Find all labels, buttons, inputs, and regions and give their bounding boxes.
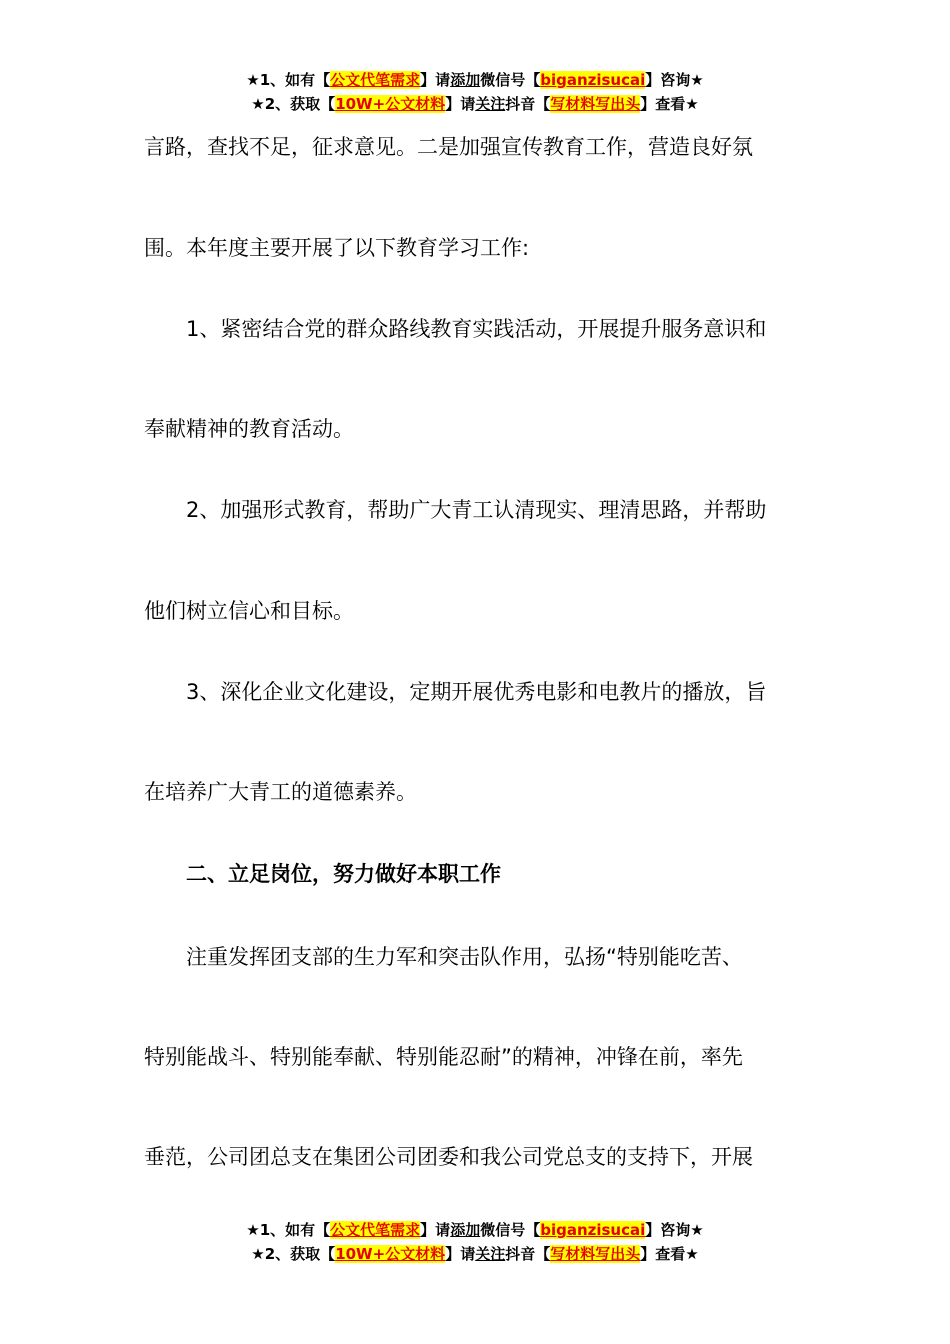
body-line: 2、加强形式教育，帮助广大青工认清现实、理清思路，并帮助: [144, 498, 767, 522]
body-line: 3、深化企业文化建设，定期开展优秀电影和电教片的播放，旨: [144, 680, 767, 704]
banner-text: 】请: [420, 1221, 451, 1239]
body-line: 在培养广大青工的道德素养。: [144, 780, 417, 804]
banner-text: 微信号【: [480, 71, 541, 89]
banner-text: 抖音【: [505, 95, 551, 113]
banner-line-1: [0, 68, 950, 92]
banner-text: 】请: [445, 95, 476, 113]
banner-text: 抖音【: [505, 1245, 551, 1263]
banner-highlight: 公文代笔需求: [330, 71, 421, 89]
banner-text: 微信号【: [480, 1221, 541, 1239]
banner-text: 】咨询★: [645, 1221, 704, 1239]
banner-highlight: 10W+公文材料: [335, 95, 446, 113]
header-banner: [0, 68, 950, 116]
banner-underline: 添加: [450, 71, 481, 89]
banner-text: 】请: [420, 71, 451, 89]
banner-highlight: 公文代笔需求: [330, 1221, 421, 1239]
section-heading: 二、立足岗位，努力做好本职工作: [144, 862, 501, 886]
banner-highlight: biganzisucai: [540, 71, 646, 89]
banner-text: 】查看★: [640, 1245, 699, 1263]
body-line: 注重发挥团支部的生力军和突击队作用，弘扬“特别能吃苦、: [144, 945, 743, 969]
banner-highlight: 写材料写出头: [550, 1245, 641, 1263]
banner-underline: 关注: [475, 1245, 506, 1263]
banner-text: 】查看★: [640, 95, 699, 113]
banner-text: ★1、如有【: [246, 1221, 331, 1239]
body-line: 1、紧密结合党的群众路线教育实践活动，开展提升服务意识和: [144, 317, 767, 341]
banner-underline: 添加: [450, 1221, 481, 1239]
body-line: 他们树立信心和目标。: [144, 599, 354, 623]
banner-text: 】请: [445, 1245, 476, 1263]
banner-highlight: 10W+公文材料: [335, 1245, 446, 1263]
body-line: 奉献精神的教育活动。: [144, 417, 354, 441]
banner-text: 】咨询★: [645, 71, 704, 89]
banner-text: ★1、如有【: [246, 71, 331, 89]
footer-banner: [0, 1218, 950, 1266]
body-line: 言路，查找不足，征求意见。二是加强宣传教育工作，营造良好氛: [144, 135, 753, 159]
body-line: 垂范，公司团总支在集团公司团委和我公司党总支的支持下，开展: [144, 1145, 753, 1169]
banner-line-2: [0, 92, 950, 116]
banner-text: ★2、获取【: [251, 1245, 336, 1263]
banner-highlight: biganzisucai: [540, 1221, 646, 1239]
banner-line-1: [0, 1218, 950, 1242]
body-line: 围。本年度主要开展了以下教育学习工作:: [144, 236, 530, 260]
banner-highlight: 写材料写出头: [550, 95, 641, 113]
banner-underline: 关注: [475, 95, 506, 113]
banner-text: ★2、获取【: [251, 95, 336, 113]
body-line: 特别能战斗、特别能奉献、特别能忍耐”的精神，冲锋在前，率先: [144, 1045, 743, 1069]
banner-line-2: [0, 1242, 950, 1266]
